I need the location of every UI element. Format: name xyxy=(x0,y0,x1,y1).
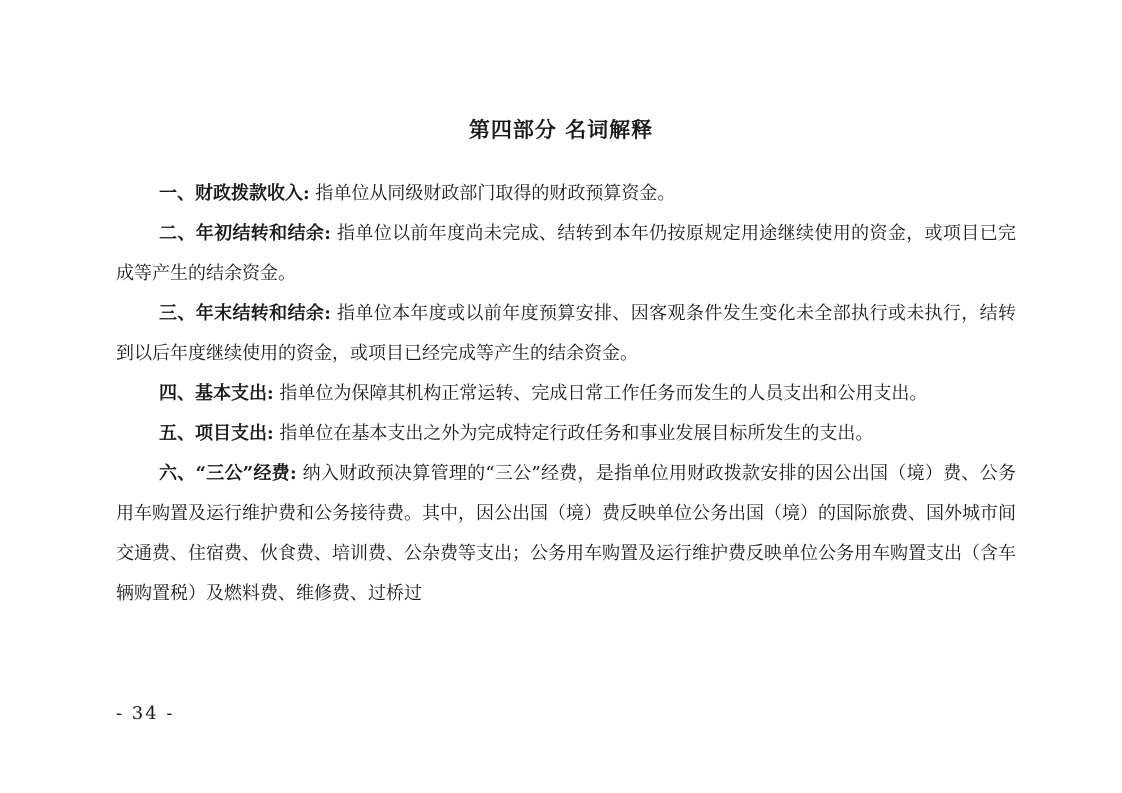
definitions-body xyxy=(116,174,1016,614)
definition-item-basic-expenditure xyxy=(116,374,1016,414)
definition-term: 六、“三公”经费: xyxy=(159,463,297,484)
definition-text: 指单位从同级财政部门取得的财政预算资金。 xyxy=(309,183,676,204)
definition-text: 指单位以前年度尚未完成、结转到本年仍按原规定用途继续使用的资金，或项目已完成等产生的结余资金。 xyxy=(116,223,1016,284)
definition-term: 一、财政拨款收入: xyxy=(159,183,310,204)
definition-term: 四、基本支出: xyxy=(159,383,274,404)
definition-term: 五、项目支出: xyxy=(159,423,274,444)
definition-text: 指单位在基本支出之外为完成特定行政任务和事业发展目标所发生的支出。 xyxy=(273,423,874,444)
definition-text: 指单位为保障其机构正常运转、完成日常工作任务而发生的人员支出和公用支出。 xyxy=(273,383,928,404)
definition-term: 三、年末结转和结余: xyxy=(159,303,331,324)
definition-text: 纳入财政预决算管理的“三公”经费，是指单位用财政拨款安排的因公出国（境）费、公务用车购置及运行维护费和公务接待费。其中，因公出国（境）费反映单位公务出国（境）的国际旅费、国外城市间交通费、住宿费、伙食费、培训费、公杂费等支出；公务用车购置及运行维护费反映单位公务用车购置支出（含车辆购置税）及燃料费、维修费、过桥过 xyxy=(116,463,1016,604)
definition-item-fiscal-appropriation-income xyxy=(116,174,1016,214)
definition-item-ending-carryover xyxy=(116,294,1016,374)
definition-item-project-expenditure xyxy=(116,414,1016,454)
page-number: - 34 - xyxy=(116,703,175,724)
definition-item-beginning-carryover xyxy=(116,214,1016,294)
section-title: 第四部分 名词解释 xyxy=(468,117,654,142)
definition-item-three-public-expenses xyxy=(116,454,1016,614)
definition-text: 指单位本年度或以前年度预算安排、因客观条件发生变化未全部执行或未执行，结转到以后年度继续使用的资金，或项目已经完成等产生的结余资金。 xyxy=(116,303,1016,364)
definition-term: 二、年初结转和结余: xyxy=(159,223,331,244)
